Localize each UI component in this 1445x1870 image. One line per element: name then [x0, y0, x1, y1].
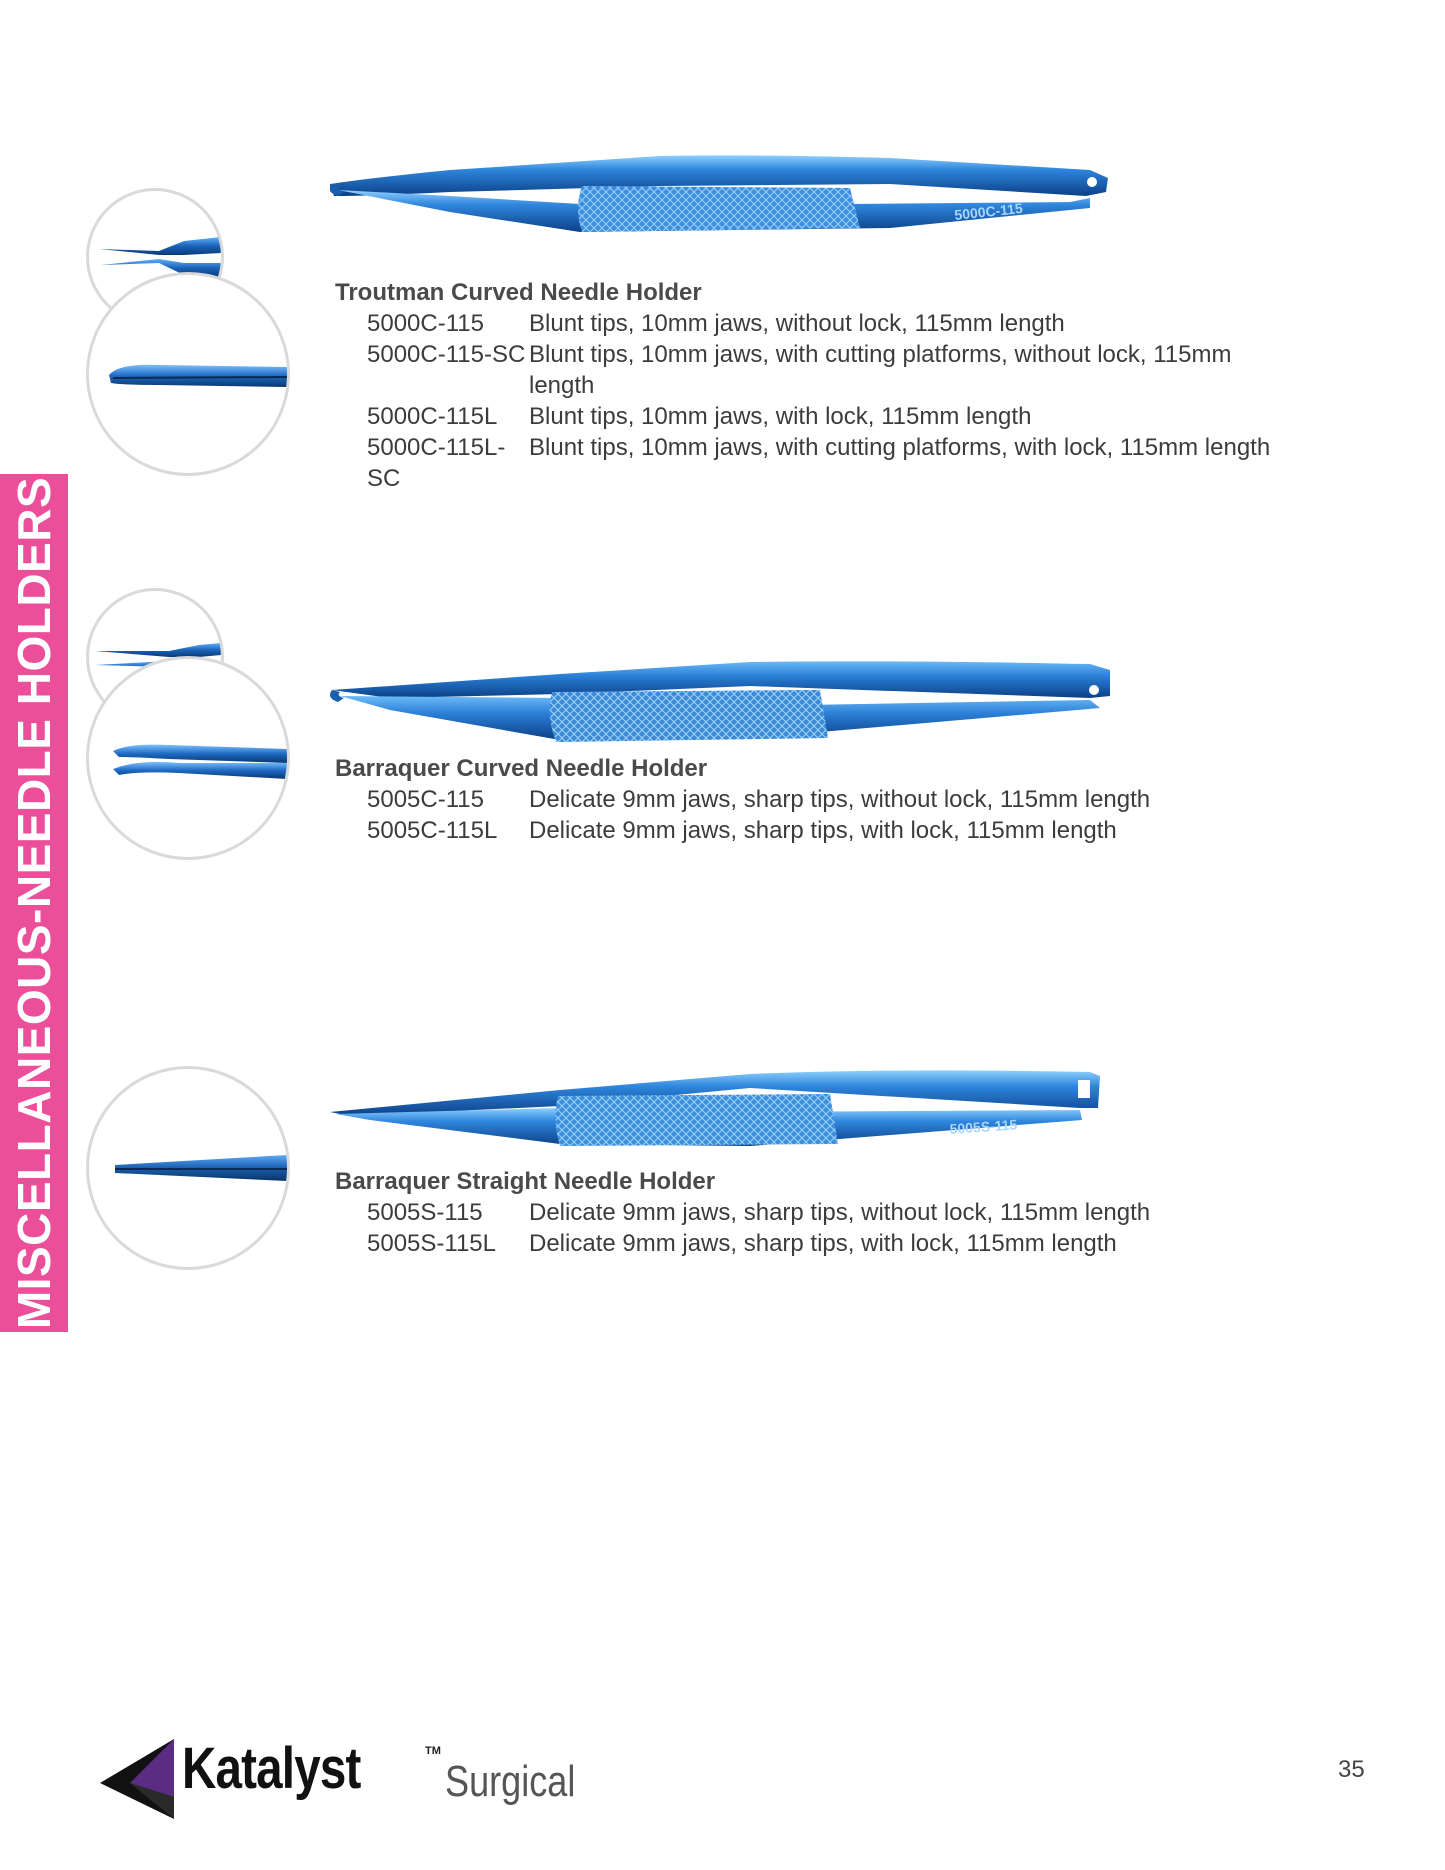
spec-row [335, 339, 1345, 401]
product-barraquer-curved [335, 753, 1345, 846]
troutman-needle-holder-image [330, 148, 1120, 258]
spec-description: Blunt tips, 10mm jaws, with lock, 115mm length [529, 403, 1032, 430]
spec-description: Blunt tips, 10mm jaws, without lock, 115mm length [529, 310, 1065, 337]
product-barraquer-straight [335, 1166, 1345, 1259]
straight-tip-detail-image [89, 1069, 287, 1267]
product-troutman [335, 277, 1345, 494]
tip-detail-bottom-circle [86, 656, 290, 860]
spec-description: Delicate 9mm jaws, sharp tips, without lock, 115mm length [529, 786, 1151, 813]
spec-description: Delicate 9mm jaws, sharp tips, without lock, 115mm length [529, 1199, 1151, 1226]
spec-code: 5005C-115 [367, 786, 484, 813]
curved-tip-detail-image [89, 275, 287, 473]
product-title: Barraquer Curved Needle Holder [335, 755, 708, 782]
spec-description: Blunt tips, 10mm jaws, with cutting platforms, with lock, 115mm length [529, 434, 1271, 461]
spec-description: Delicate 9mm jaws, sharp tips, with lock, 115mm length [529, 1230, 1117, 1257]
spec-row [335, 1228, 1345, 1259]
spec-code: 5005S-115L [367, 1230, 496, 1257]
instrument-engraving: 5000C-115 [953, 199, 1024, 223]
spec-code: 5000C-115L [367, 403, 498, 430]
spec-row [335, 784, 1345, 815]
spec-row [335, 1197, 1345, 1228]
spec-row [335, 401, 1345, 432]
brand-trademark: TM [425, 1745, 441, 1757]
section-label: MISCELLANEOUS-NEEDLE HOLDERS [8, 476, 60, 1330]
barraquer-curved-needle-holder-image [330, 650, 1120, 760]
spec-code: 5005S-115 [367, 1199, 483, 1226]
tip-detail-circle [86, 1066, 290, 1270]
page-number: 35 [1338, 1756, 1365, 1783]
tip-detail-bottom-circle [86, 272, 290, 476]
spec-code: 5000C-115L-SC [367, 434, 506, 492]
curved-tip-detail-image [89, 659, 287, 857]
product-title: Troutman Curved Needle Holder [335, 279, 702, 306]
brand-suffix: Surgical [445, 1757, 576, 1806]
instrument-engraving: 5005S-115 [949, 1116, 1018, 1137]
spec-row [335, 308, 1345, 339]
katalyst-logo-icon [100, 1739, 180, 1819]
spec-description: Blunt tips, 10mm jaws, with cutting platforms, without lock, 115mm length [529, 341, 1232, 399]
spec-code: 5000C-115-SC [367, 341, 526, 368]
brand-logo [100, 1735, 620, 1825]
product-title: Barraquer Straight Needle Holder [335, 1168, 716, 1195]
spec-code: 5000C-115 [367, 310, 484, 337]
spec-row [335, 432, 1345, 494]
spec-row [335, 815, 1345, 846]
section-side-tab [0, 474, 68, 1332]
barraquer-straight-needle-holder-image [330, 1050, 1120, 1160]
spec-code: 5005C-115L [367, 817, 498, 844]
spec-description: Delicate 9mm jaws, sharp tips, with lock, 115mm length [529, 817, 1117, 844]
brand-name: Katalyst [182, 1736, 361, 1801]
